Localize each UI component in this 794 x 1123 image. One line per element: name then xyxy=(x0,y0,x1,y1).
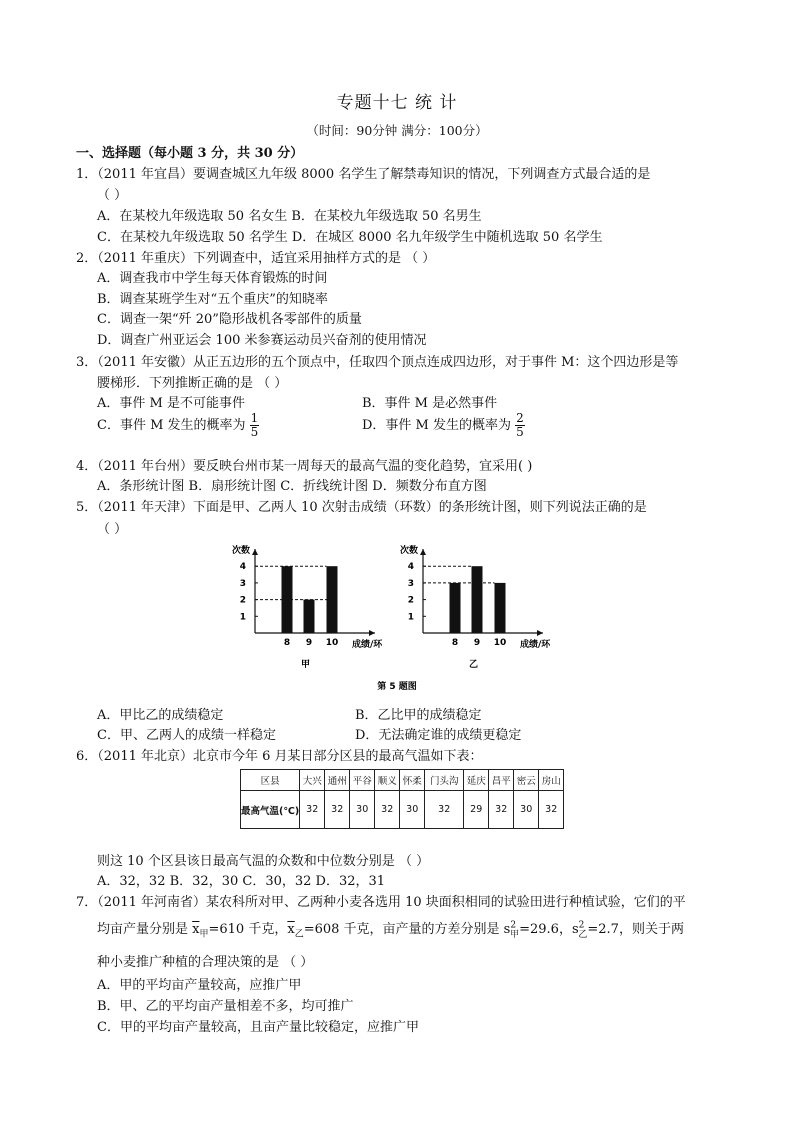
table-temp-cell: 30 xyxy=(514,791,539,829)
bar-8 xyxy=(450,583,461,633)
table-row-label: 最高气温(℃) xyxy=(241,791,300,829)
temperature-table xyxy=(240,769,564,829)
bar-9 xyxy=(304,600,315,633)
chart-title: 乙 xyxy=(469,660,479,670)
question-3-option-b: B．事件 M 是必然事件 xyxy=(362,396,498,411)
table-temp-cell: 32 xyxy=(425,791,464,829)
question-1-stem: 1．（2011 年宜昌）要调查城区九年级 8000 名学生了解禁毒知识的情况，下列调查方式最合适的是 xyxy=(76,167,651,182)
question-2-option-d: D．调查广州亚运会 100 米参赛运动员兴奋剂的使用情况 xyxy=(97,333,427,348)
question-5-option-c: C．甲、乙两人的成绩一样稳定 xyxy=(97,728,276,743)
question-3-option-c-text: C．事件 M 发生的概率为 xyxy=(97,418,246,433)
table-district-cell: 通州 xyxy=(325,770,350,791)
y-axis-label: 次数 xyxy=(232,546,251,556)
x-axis-arrow xyxy=(369,630,375,636)
table-district-cell: 门头沟 xyxy=(425,770,464,791)
section-heading: 一、选择题（每小题 3 分，共 30 分） xyxy=(76,146,304,161)
y-tick-label: 4 xyxy=(239,562,246,573)
bar-10 xyxy=(327,566,338,633)
question-5-option-a: A．甲比乙的成绩稳定 xyxy=(97,708,224,723)
x-axis-arrow xyxy=(537,630,543,636)
fraction: $\frac{2}{5}$ xyxy=(516,411,524,439)
fraction: $\frac{1}{5}$ xyxy=(250,411,259,439)
question-7-stem-cont: 均亩产量分别是 $\overline{x}_甲=610$ 千克，$\overline{x}_乙=608$ 千克，亩产量的方差分别是 $s^2_甲=29.6$，$s^2_乙=2.7$，则关于两 xyxy=(97,920,684,940)
question-2-stem: 2．（2011 年重庆）下列调查中，适宜采用抽样方式的是 （ ） xyxy=(76,251,436,266)
question-5-stem: 5．（2011 年天津）下面是甲、乙两人 10 次射击成绩（环数）的条形统计图，则下列说法正确的是 xyxy=(76,500,647,515)
question-5-option-b: B．乙比甲的成绩稳定 xyxy=(355,708,482,723)
x-tick-label: 8 xyxy=(283,638,291,648)
y-tick-label: 1 xyxy=(407,612,414,623)
table-temp-cell: 32 xyxy=(325,791,350,829)
y-axis-arrow xyxy=(420,549,426,555)
y-tick-label: 2 xyxy=(239,595,246,606)
x-tick-label: 9 xyxy=(473,638,481,648)
question-7-option-a: A．甲的平均亩产量较高，应推广甲 xyxy=(97,978,302,993)
question-1-answer-bracket: （ ） xyxy=(97,188,128,203)
question-6-prompt: 则这 10 个区县该日最高气温的众数和中位数分别是 （ ） xyxy=(97,854,430,869)
question-2-option-c: C．调查一架“歼 20”隐形战机各零部件的质量 xyxy=(97,312,362,327)
figure-caption: 第 5 题图 xyxy=(377,682,417,692)
x-tick-label: 8 xyxy=(451,638,459,648)
table-district-cell: 平谷 xyxy=(350,770,375,791)
question-1-options-cd: C．在某校九年级选取 50 名学生 D．在城区 8000 名九年级学生中随机选取 50 名学生 xyxy=(97,230,603,245)
question-3-stem-cont: 腰梯形．下列推断正确的是 （ ） xyxy=(97,376,288,391)
question-5-answer-bracket: （ ） xyxy=(97,522,128,537)
x-tick-label: 9 xyxy=(305,638,313,648)
question-4-stem: 4．（2011 年台州）要反映台州市某一周每天的最高气温的变化趋势，宜采用( ) xyxy=(76,459,533,474)
exam-info: （时间：90分钟 满分：100分） xyxy=(306,123,488,138)
y-tick-label: 2 xyxy=(407,595,414,606)
table-temp-cell: 30 xyxy=(350,791,375,829)
table-header-label: 区县 xyxy=(241,770,300,791)
x-tick-label: 10 xyxy=(493,638,507,648)
y-tick-label: 3 xyxy=(407,578,414,589)
table-district-cell: 密云 xyxy=(514,770,539,791)
question-4-options: A．条形统计图 B．扇形统计图 C．折线统计图 D．频数分布直方图 xyxy=(97,479,487,494)
question-3-option-d-text: D．事件 M 发生的概率为 xyxy=(362,418,511,433)
table-district-cell: 怀柔 xyxy=(400,770,425,791)
question-7-stem: 7．（2011 年河南省）某农科所对甲、乙两种小麦各选用 10 块面积相同的试验田进行种植试验，它们的平 xyxy=(76,895,686,910)
table-district-cell: 顺义 xyxy=(375,770,400,791)
bar-10 xyxy=(495,583,506,633)
question-7-stem-cont-2: 种小麦推广种植的合理决策的是 （ ） xyxy=(97,955,314,970)
x-tick-label: 10 xyxy=(325,638,339,648)
table-temp-cell: 32 xyxy=(375,791,400,829)
question-1-options-ab: A．在某校九年级选取 50 名女生 B．在某校九年级选取 50 名男生 xyxy=(97,209,482,224)
y-tick-label: 3 xyxy=(239,578,246,589)
y-tick-label: 1 xyxy=(239,612,246,623)
chart-title: 甲 xyxy=(301,660,311,670)
y-axis-label: 次数 xyxy=(400,546,419,556)
x-axis-label: 成绩/环 xyxy=(352,640,383,650)
table-district-cell: 延庆 xyxy=(464,770,489,791)
question-2-option-a: A．调查我市中学生每天体育锻炼的时间 xyxy=(97,271,328,286)
page-title: 专题十七 统 计 xyxy=(336,93,458,113)
question-5-option-d: D．无法确定谁的成绩更稳定 xyxy=(355,728,522,743)
y-axis-arrow xyxy=(252,549,258,555)
question-3-stem: 3．（2011 年安徽）从正五边形的五个顶点中，任取四个顶点连成四边形，对于事件 M：这个四边形是等 xyxy=(76,355,679,370)
table-temp-cell: 30 xyxy=(400,791,425,829)
question-7-option-c: C．甲的平均亩产量较高，且亩产量比较稳定，应推广甲 xyxy=(97,1020,419,1035)
x-axis-label: 成绩/环 xyxy=(520,640,551,650)
table-temp-cell: 32 xyxy=(489,791,514,829)
table-district-cell: 大兴 xyxy=(300,770,325,791)
question-3-option-a: A．事件 M 是不可能事件 xyxy=(97,396,245,411)
question-7-option-b: B．甲、乙的平均亩产量相差不多，均可推广 xyxy=(97,999,354,1014)
question-6-stem: 6．（2011 年北京）北京市今年 6 月某日部分区县的最高气温如下表： xyxy=(76,749,483,764)
question-6-options: A．32，32 B．32，30 C．30，32 D．32，31 xyxy=(97,874,386,889)
y-tick-label: 4 xyxy=(407,562,414,573)
table-temp-cell: 32 xyxy=(539,791,564,829)
table-temp-cell: 29 xyxy=(464,791,489,829)
table-district-cell: 房山 xyxy=(539,770,564,791)
table-temp-cell: 32 xyxy=(300,791,325,829)
table-district-cell: 昌平 xyxy=(489,770,514,791)
bar-9 xyxy=(472,566,483,633)
bar-8 xyxy=(282,566,293,633)
question-2-option-b: B．调查某班学生对“五个重庆”的知晓率 xyxy=(97,292,328,307)
